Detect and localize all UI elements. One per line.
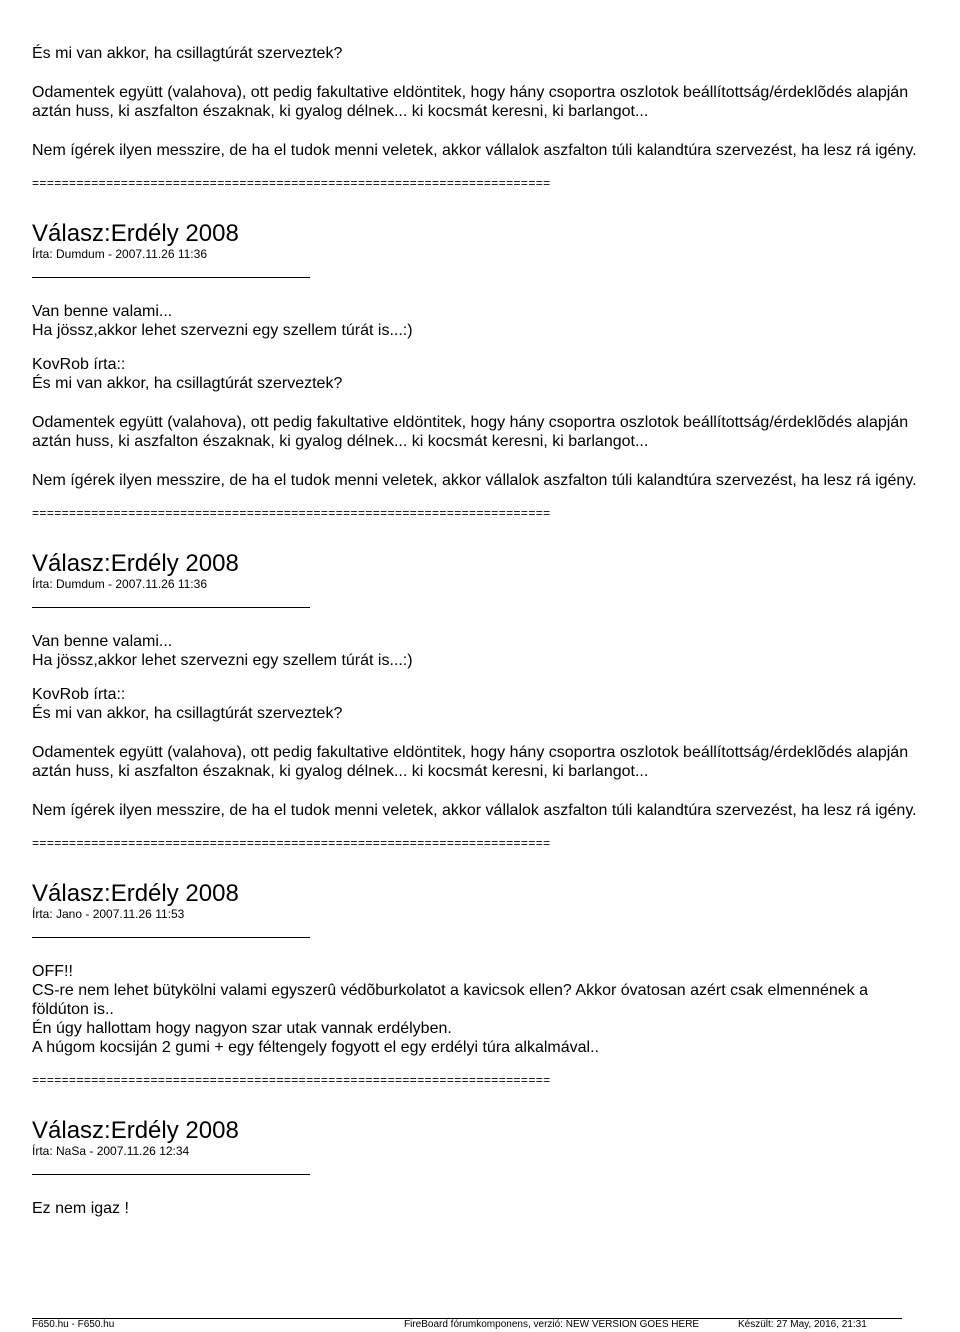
post-line: Én úgy hallottam hogy nagyon szar utak vannak erdélyben. (32, 1020, 452, 1037)
post-line: OFF!! (32, 963, 73, 980)
intro-paragraph-1: Odamentek együtt (valahova), ott pedig fakultative eldöntitek, hogy hány csoportra oszlotok beállítottság/érdeklõdés alapján aztán huss, ki aszfalton északnak, ki gyalog délnek... ki kocsmát keresni, ki barlangot... (32, 84, 909, 120)
post-line: A húgom kocsiján 2 gumi + egy féltengely fogyott el egy erdélyi túra alkalmával.. (32, 1039, 599, 1056)
quote-paragraph-1: Odamentek együtt (valahova), ott pedig fakultative eldöntitek, hogy hány csoportra oszlotok beállítottság/érdeklõdés alapján aztán huss, ki aszfalton északnak, ki gyalog délnek... ki kocsmát keresni, ki barlangot... (32, 744, 909, 780)
post (32, 220, 922, 550)
post-title: Válasz:Erdély 2008 (32, 880, 239, 907)
quote-question: És mi van akkor, ha csillagtúrát szerveztek? (32, 375, 343, 392)
post-line: Van benne valami... (32, 633, 173, 650)
footer-generated: Készült: 27 May, 2016, 21:31 (738, 1319, 867, 1330)
post (32, 880, 922, 1117)
separator: ====================================================================== (32, 1073, 551, 1087)
footer-component: FireBoard fórumkomponens, verzió: NEW VERSION GOES HERE (404, 1319, 700, 1330)
intro-question: És mi van akkor, ha csillagtúrát szerveztek? (32, 45, 343, 62)
intro-paragraph-2: Nem ígérek ilyen messzire, de ha el tudok menni veletek, akkor vállalok aszfalton túli kalandtúra szervezést, ha lesz rá igény. (32, 142, 917, 159)
quote-question: És mi van akkor, ha csillagtúrát szerveztek? (32, 705, 343, 722)
post-title: Válasz:Erdély 2008 (32, 1117, 239, 1144)
footer-site: F650.hu - F650.hu (32, 1319, 115, 1330)
post-meta: Írta: Dumdum - 2007.11.26 11:36 (32, 247, 207, 261)
post-line: CS-re nem lehet bütykölni valami egyszerû védõburkolatot a kavicsok ellen? Akkor óvatosan azért csak elmennének a földúton is.. (32, 982, 868, 1018)
quote-paragraph-1: Odamentek együtt (valahova), ott pedig fakultative eldöntitek, hogy hány csoportra oszlotok beállítottság/érdeklõdés alapján aztán huss, ki aszfalton északnak, ki gyalog délnek... ki kocsmát keresni, ki barlangot... (32, 414, 909, 450)
post-line: Ez nem igaz ! (32, 1200, 129, 1217)
separator: ====================================================================== (32, 506, 551, 520)
quote-paragraph-2: Nem ígérek ilyen messzire, de ha el tudok menni veletek, akkor vállalok aszfalton túli kalandtúra szervezést, ha lesz rá igény. (32, 472, 917, 489)
separator: ====================================================================== (32, 836, 551, 850)
post-line: Ha jössz,akkor lehet szervezni egy szellem túrát is...:) (32, 652, 413, 669)
separator: ====================================================================== (32, 176, 551, 190)
post-meta: Írta: Dumdum - 2007.11.26 11:36 (32, 577, 207, 591)
post-meta: Írta: Jano - 2007.11.26 11:53 (32, 907, 185, 921)
page-footer (32, 1318, 928, 1332)
document-body (32, 44, 922, 1218)
post (32, 1117, 922, 1218)
quote-paragraph-2: Nem ígérek ilyen messzire, de ha el tudok menni veletek, akkor vállalok aszfalton túli kalandtúra szervezést, ha lesz rá igény. (32, 802, 917, 819)
quote-author: KovRob írta:: (32, 686, 126, 703)
post-line: Ha jössz,akkor lehet szervezni egy szellem túrát is...:) (32, 322, 413, 339)
post-meta: Írta: NaSa - 2007.11.26 12:34 (32, 1144, 190, 1158)
post-line: Van benne valami... (32, 303, 173, 320)
quote-author: KovRob írta:: (32, 356, 126, 373)
post-title: Válasz:Erdély 2008 (32, 220, 239, 247)
post (32, 550, 922, 880)
post-title: Válasz:Erdély 2008 (32, 550, 239, 577)
